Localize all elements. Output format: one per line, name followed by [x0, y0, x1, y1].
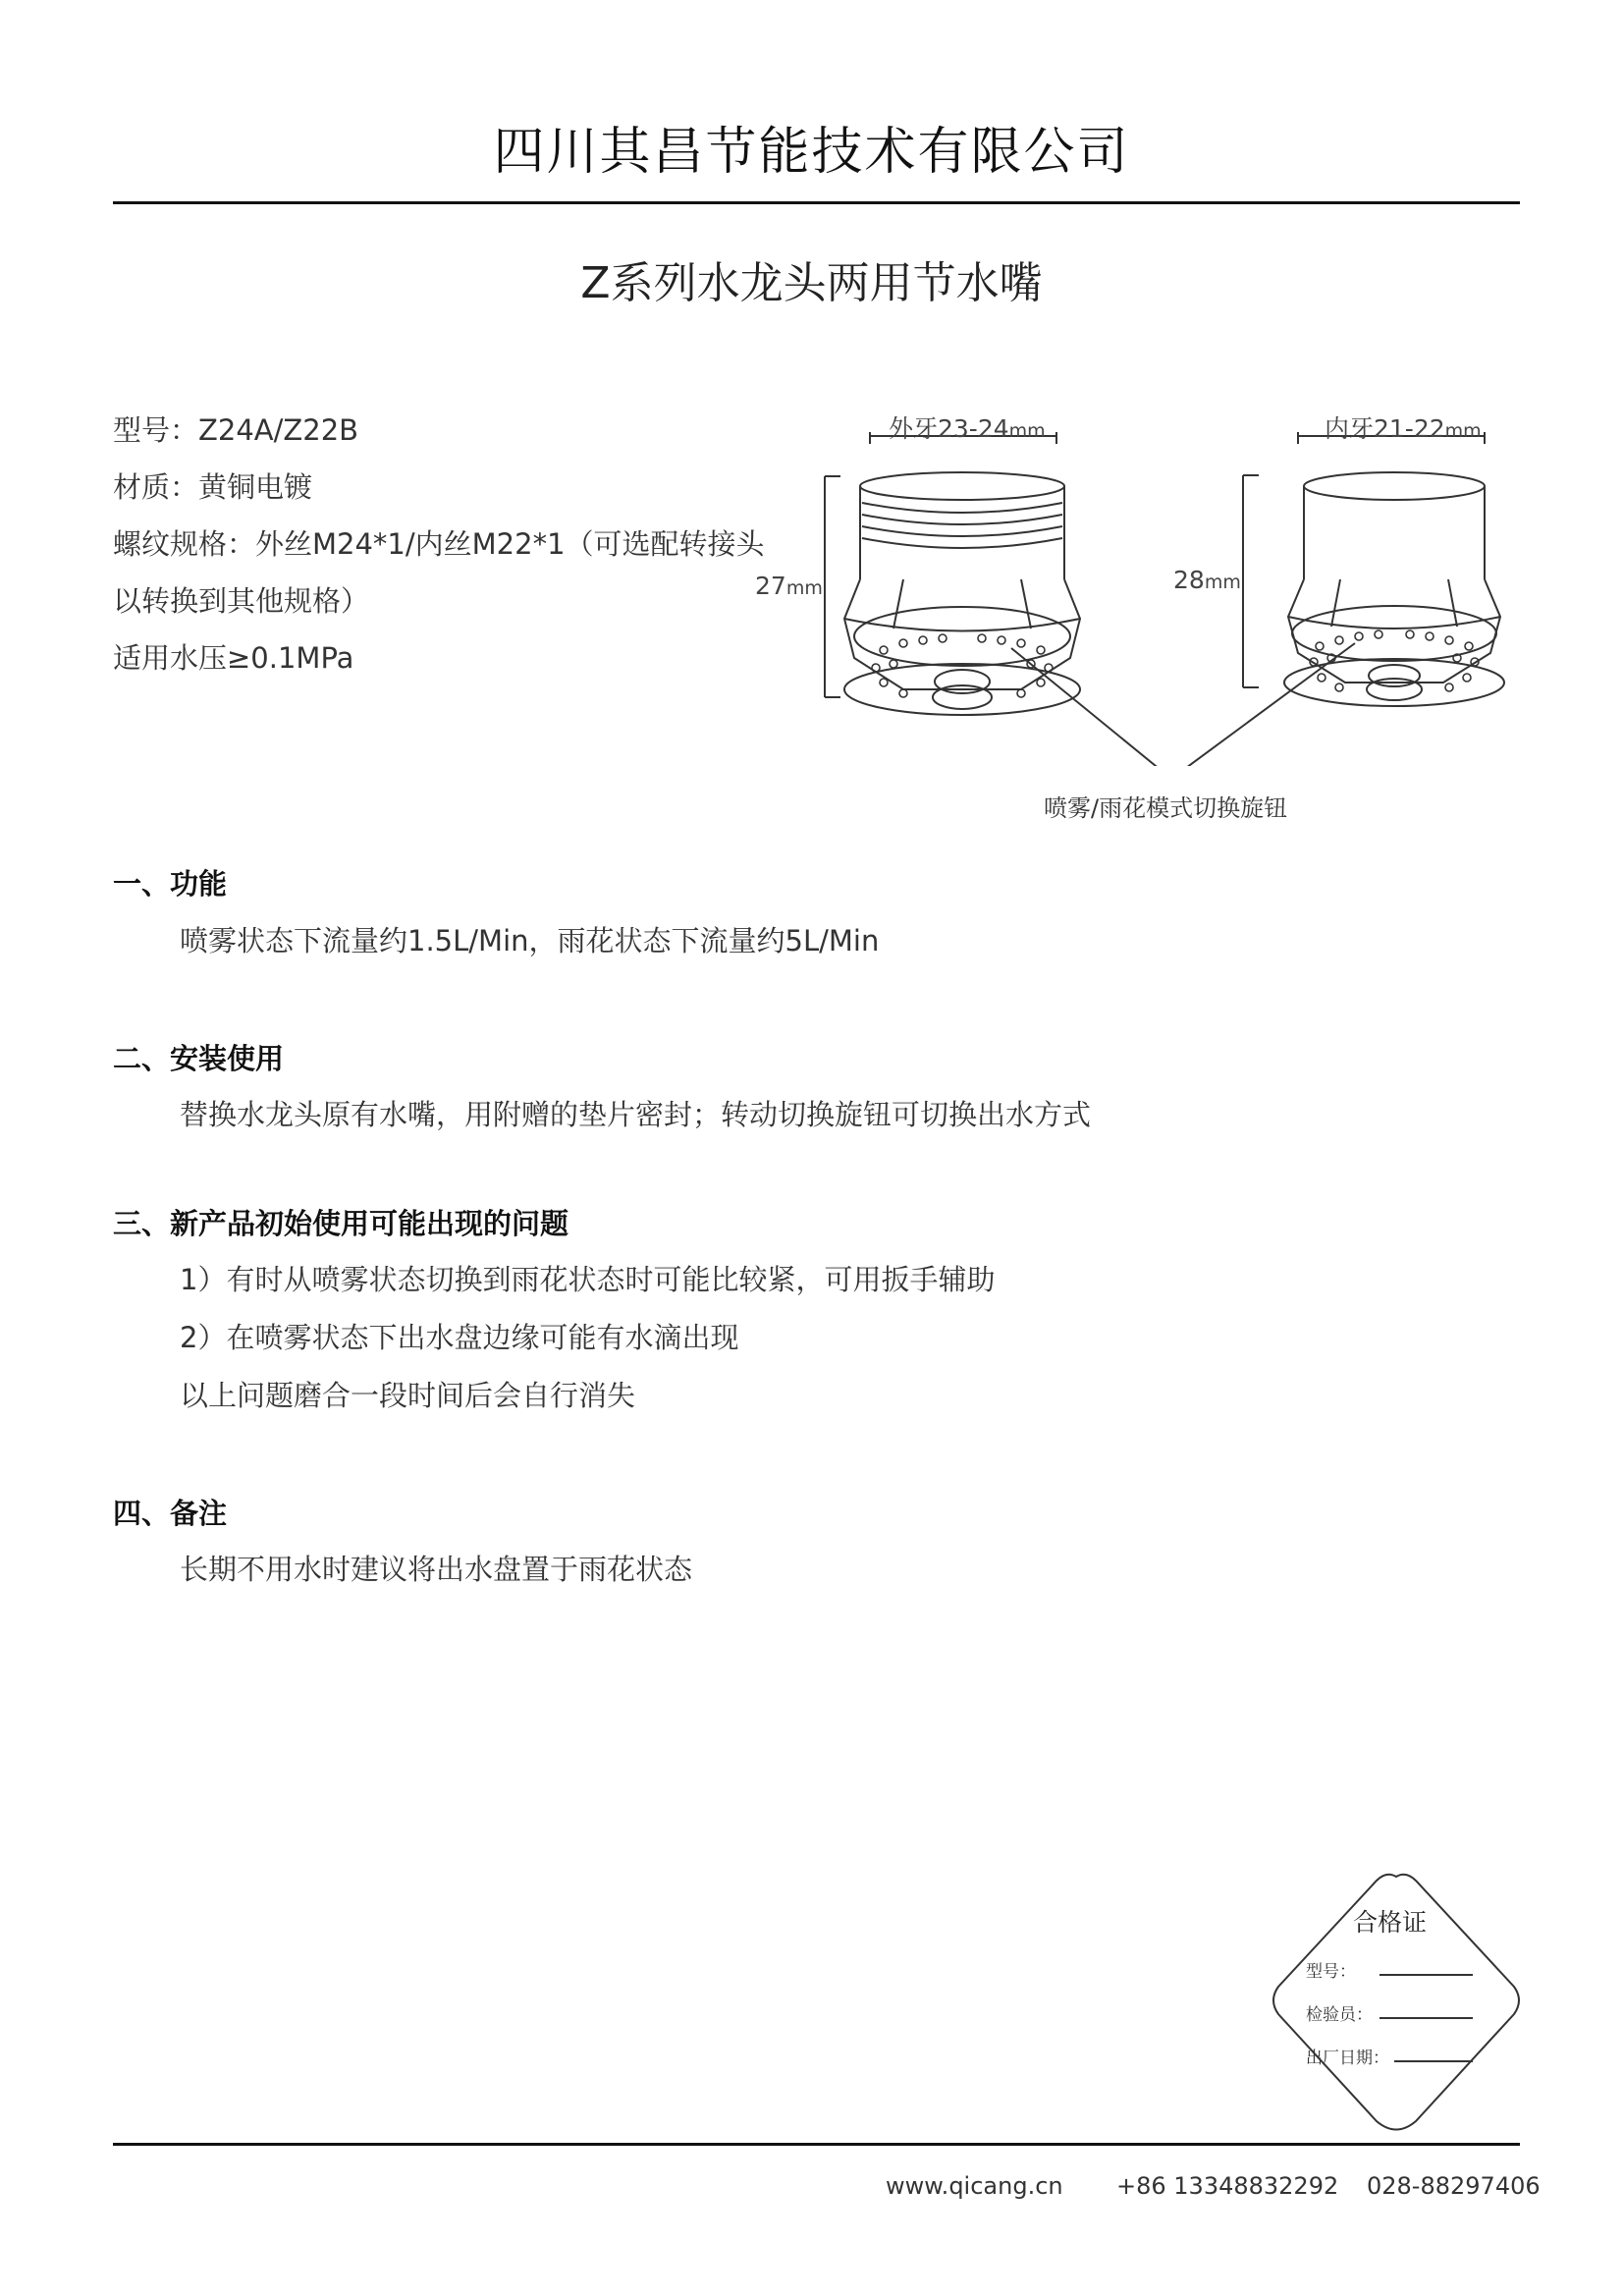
section-text-remarks: 长期不用水时建议将出水盘置于雨花状态: [180, 1553, 693, 1586]
certificate-title: 合格证: [1353, 1908, 1428, 1937]
footer-rule: [113, 2143, 1520, 2146]
height-28-label: 28mm: [1173, 566, 1241, 594]
document-title: Z系列水龙头两用节水嘴: [580, 258, 1043, 308]
section-heading-install: 二、安装使用: [113, 1042, 285, 1075]
section-heading-issues: 三、新产品初始使用可能出现的问题: [113, 1207, 569, 1240]
right-height-dimension: [1243, 475, 1259, 687]
product-diagram: [746, 432, 1532, 766]
certificate-inspector-line: [1380, 2017, 1473, 2019]
footer-tel: 028-88297406: [1367, 2172, 1541, 2200]
section-text-issue-2: 2）在喷雾状态下出水盘边缘可能有水滴出现: [180, 1321, 739, 1354]
spec-thread: 螺纹规格：外丝M24*1/内丝M22*1（可选配转接头: [113, 527, 765, 561]
header-rule: [113, 201, 1520, 204]
certificate-model-label: 型号：: [1306, 1962, 1356, 1982]
outer-thread-aerator: [844, 472, 1080, 715]
spec-pressure: 适用水压≥0.1MPa: [113, 641, 354, 675]
spec-thread-cont: 以转换到其他规格）: [113, 584, 370, 618]
spec-material: 材质：黄铜电镀: [113, 470, 313, 504]
section-text-issue-note: 以上问题磨合一段时间后会自行消失: [180, 1379, 636, 1412]
certificate-inspector-label: 检验员：: [1306, 2005, 1373, 2025]
inner-thread-label: 内牙21-22mm: [1325, 414, 1482, 443]
section-heading-function: 一、功能: [113, 867, 228, 901]
certificate-date-line: [1394, 2060, 1473, 2062]
footer-website: www.qicang.cn: [886, 2172, 1063, 2200]
section-heading-remarks: 四、备注: [113, 1497, 228, 1530]
height-27-label: 27mm: [755, 572, 823, 600]
section-text-function: 喷雾状态下流量约1.5L/Min，雨花状态下流量约5L/Min: [180, 924, 880, 957]
certificate-date-label: 出厂日期：: [1306, 2049, 1389, 2068]
outer-thread-label: 外牙23-24mm: [889, 414, 1046, 443]
certificate-model-line: [1380, 1974, 1473, 1976]
spec-model: 型号：Z24A/Z22B: [113, 413, 359, 447]
section-text-install: 替换水龙头原有水嘴，用附赠的垫片密封；转动切换旋钮可切换出水方式: [180, 1098, 1092, 1131]
footer-phone: +86 13348832292: [1116, 2172, 1339, 2200]
company-name: 四川其昌节能技术有限公司: [493, 123, 1130, 182]
switch-knob-callout: 喷雾/雨花模式切换旋钮: [1044, 794, 1288, 822]
left-height-dimension: [825, 476, 840, 697]
section-text-issue-1: 1）有时从喷雾状态切换到雨花状态时可能比较紧，可用扳手辅助: [180, 1263, 996, 1296]
